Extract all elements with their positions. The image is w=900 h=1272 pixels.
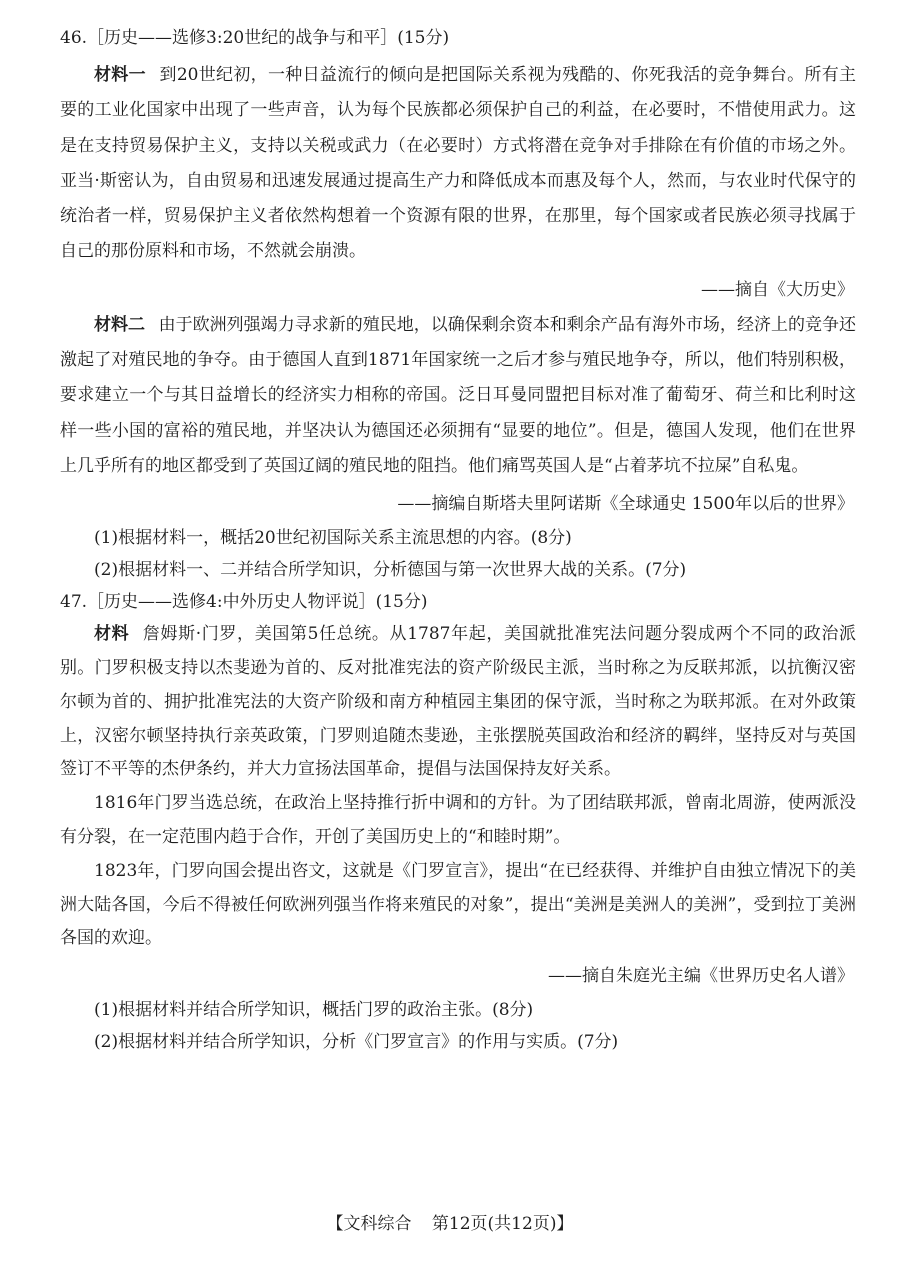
q46-material-1 — [60, 58, 856, 270]
page-footer — [0, 1212, 900, 1236]
q47-paragraph-1-text: 詹姆斯·门罗，美国第5任总统。从1787年起，美国就批准宪法问题分裂成两个不同的政治派别。门罗积极支持以杰斐逊为首的、反对批准宪法的资产阶级民主派，当时称之为反联邦派，以抗衡汉密尔顿为首的、拥护批准宪法的大资产阶级和南方种植园主集团的保守派，当时称之为联邦派。在对外政策上，汉密尔顿坚持执行亲英政策，门罗则追随杰斐逊，主张摆脱英国政治和经济的羁绊，坚持反对与英国签订不平等的杰伊条约，并大力宣扬法国革命，提倡与法国保持友好关系。 — [60, 624, 856, 780]
q46-material-2-source: ——摘编自斯塔夫里阿诺斯《全球通史 1500年以后的世界》 — [397, 494, 854, 515]
q47-subquestion-2: (2)根据材料并结合所学知识，分析《门罗宣言》的作用与实质。(7分) — [94, 1032, 619, 1053]
material-2-label: 材料二 — [94, 314, 146, 335]
q46-material-1-source: ——摘自《大历史》 — [701, 279, 854, 300]
material-1-text: 到20世纪初，一种日益流行的倾向是把国际关系视为残酷的、你死我活的竞争舞台。所有主要的工业化国家中出现了一些声音，认为每个民族都必须保护自己的利益，在必要时，不惜使用武力。这是在支持贸易保护主义，支持以关税或武力（在必要时）方式将潜在竞争对手排除在有价值的市场之外。亚当·斯密认为，自由贸易和迅速发展通过提高生产力和降低成本而惠及每个人，然而，与农业时代保守的统治者一样，贸易保护主义者依然构想着一个资源有限的世界，在那里，每个国家或者民族必须寻找属于自己的那份原料和市场，不然就会崩溃。 — [60, 65, 856, 262]
q46-material-2 — [60, 308, 856, 484]
q47-subquestion-1: (1)根据材料并结合所学知识，概括门罗的政治主张。(8分) — [94, 1000, 534, 1021]
q47-material-paragraph-3: 1823年，门罗向国会提出咨文，这就是《门罗宣言》，提出“在已经获得、并维护自由独立情况下的美洲大陆各国，今后不得被任何欧洲列强当作将来殖民的对象”，提出“美洲是美洲人的美洲”，受到拉丁美洲各国的欢迎。 — [60, 860, 856, 949]
footer-page-number: 第12页(共12页)】 — [431, 1214, 574, 1234]
exam-page — [60, 22, 856, 1058]
material-2-text: 由于欧洲列强竭力寻求新的殖民地，以确保剩余资本和剩余产品有海外市场，经济上的竞争还激起了对殖民地的争夺。由于德国人直到1871年国家统一之后才参与殖民地争夺，所以，他们特别积极，要求建立一个与其日益增长的经济实力相称的帝国。泛日耳曼同盟把目标对准了葡萄牙、荷兰和比利时这样一些小国的富裕的殖民地，并坚决认为德国还必须拥有“显要的地位”。但是，德国人发现，他们在世界上几乎所有的地区都受到了英国辽阔的殖民地的阻挡。他们痛骂英国人是“占着茅坑不拉屎”自私鬼。 — [60, 314, 857, 476]
q47-material-paragraph-1 — [60, 618, 856, 787]
q47-material-paragraph-2: 1816年门罗当选总统，在政治上坚持推行折中调和的方针。为了团结联邦派，曾南北周游，使两派没有分裂，在一定范围内趋于合作，开创了美国历史上的“和睦时期”。 — [60, 793, 856, 848]
q46-subquestion-2: (2)根据材料一、二并结合所学知识，分析德国与第一次世界大战的关系。(7分) — [94, 560, 687, 581]
q47-material-label: 材料 — [94, 624, 130, 645]
q47-material-source: ——摘自朱庭光主编《世界历史名人谱》 — [548, 966, 854, 987]
question-47-header: 47.［历史——选修4:中外历史人物评说］(15分) — [60, 592, 428, 613]
material-1-label: 材料一 — [94, 65, 146, 85]
footer-subject: 【文科综合 — [326, 1214, 412, 1234]
question-46-header: 46.［历史——选修3:20世纪的战争与和平］(15分) — [60, 28, 450, 48]
q46-subquestion-1: (1)根据材料一，概括20世纪初国际关系主流思想的内容。(8分) — [94, 528, 572, 549]
